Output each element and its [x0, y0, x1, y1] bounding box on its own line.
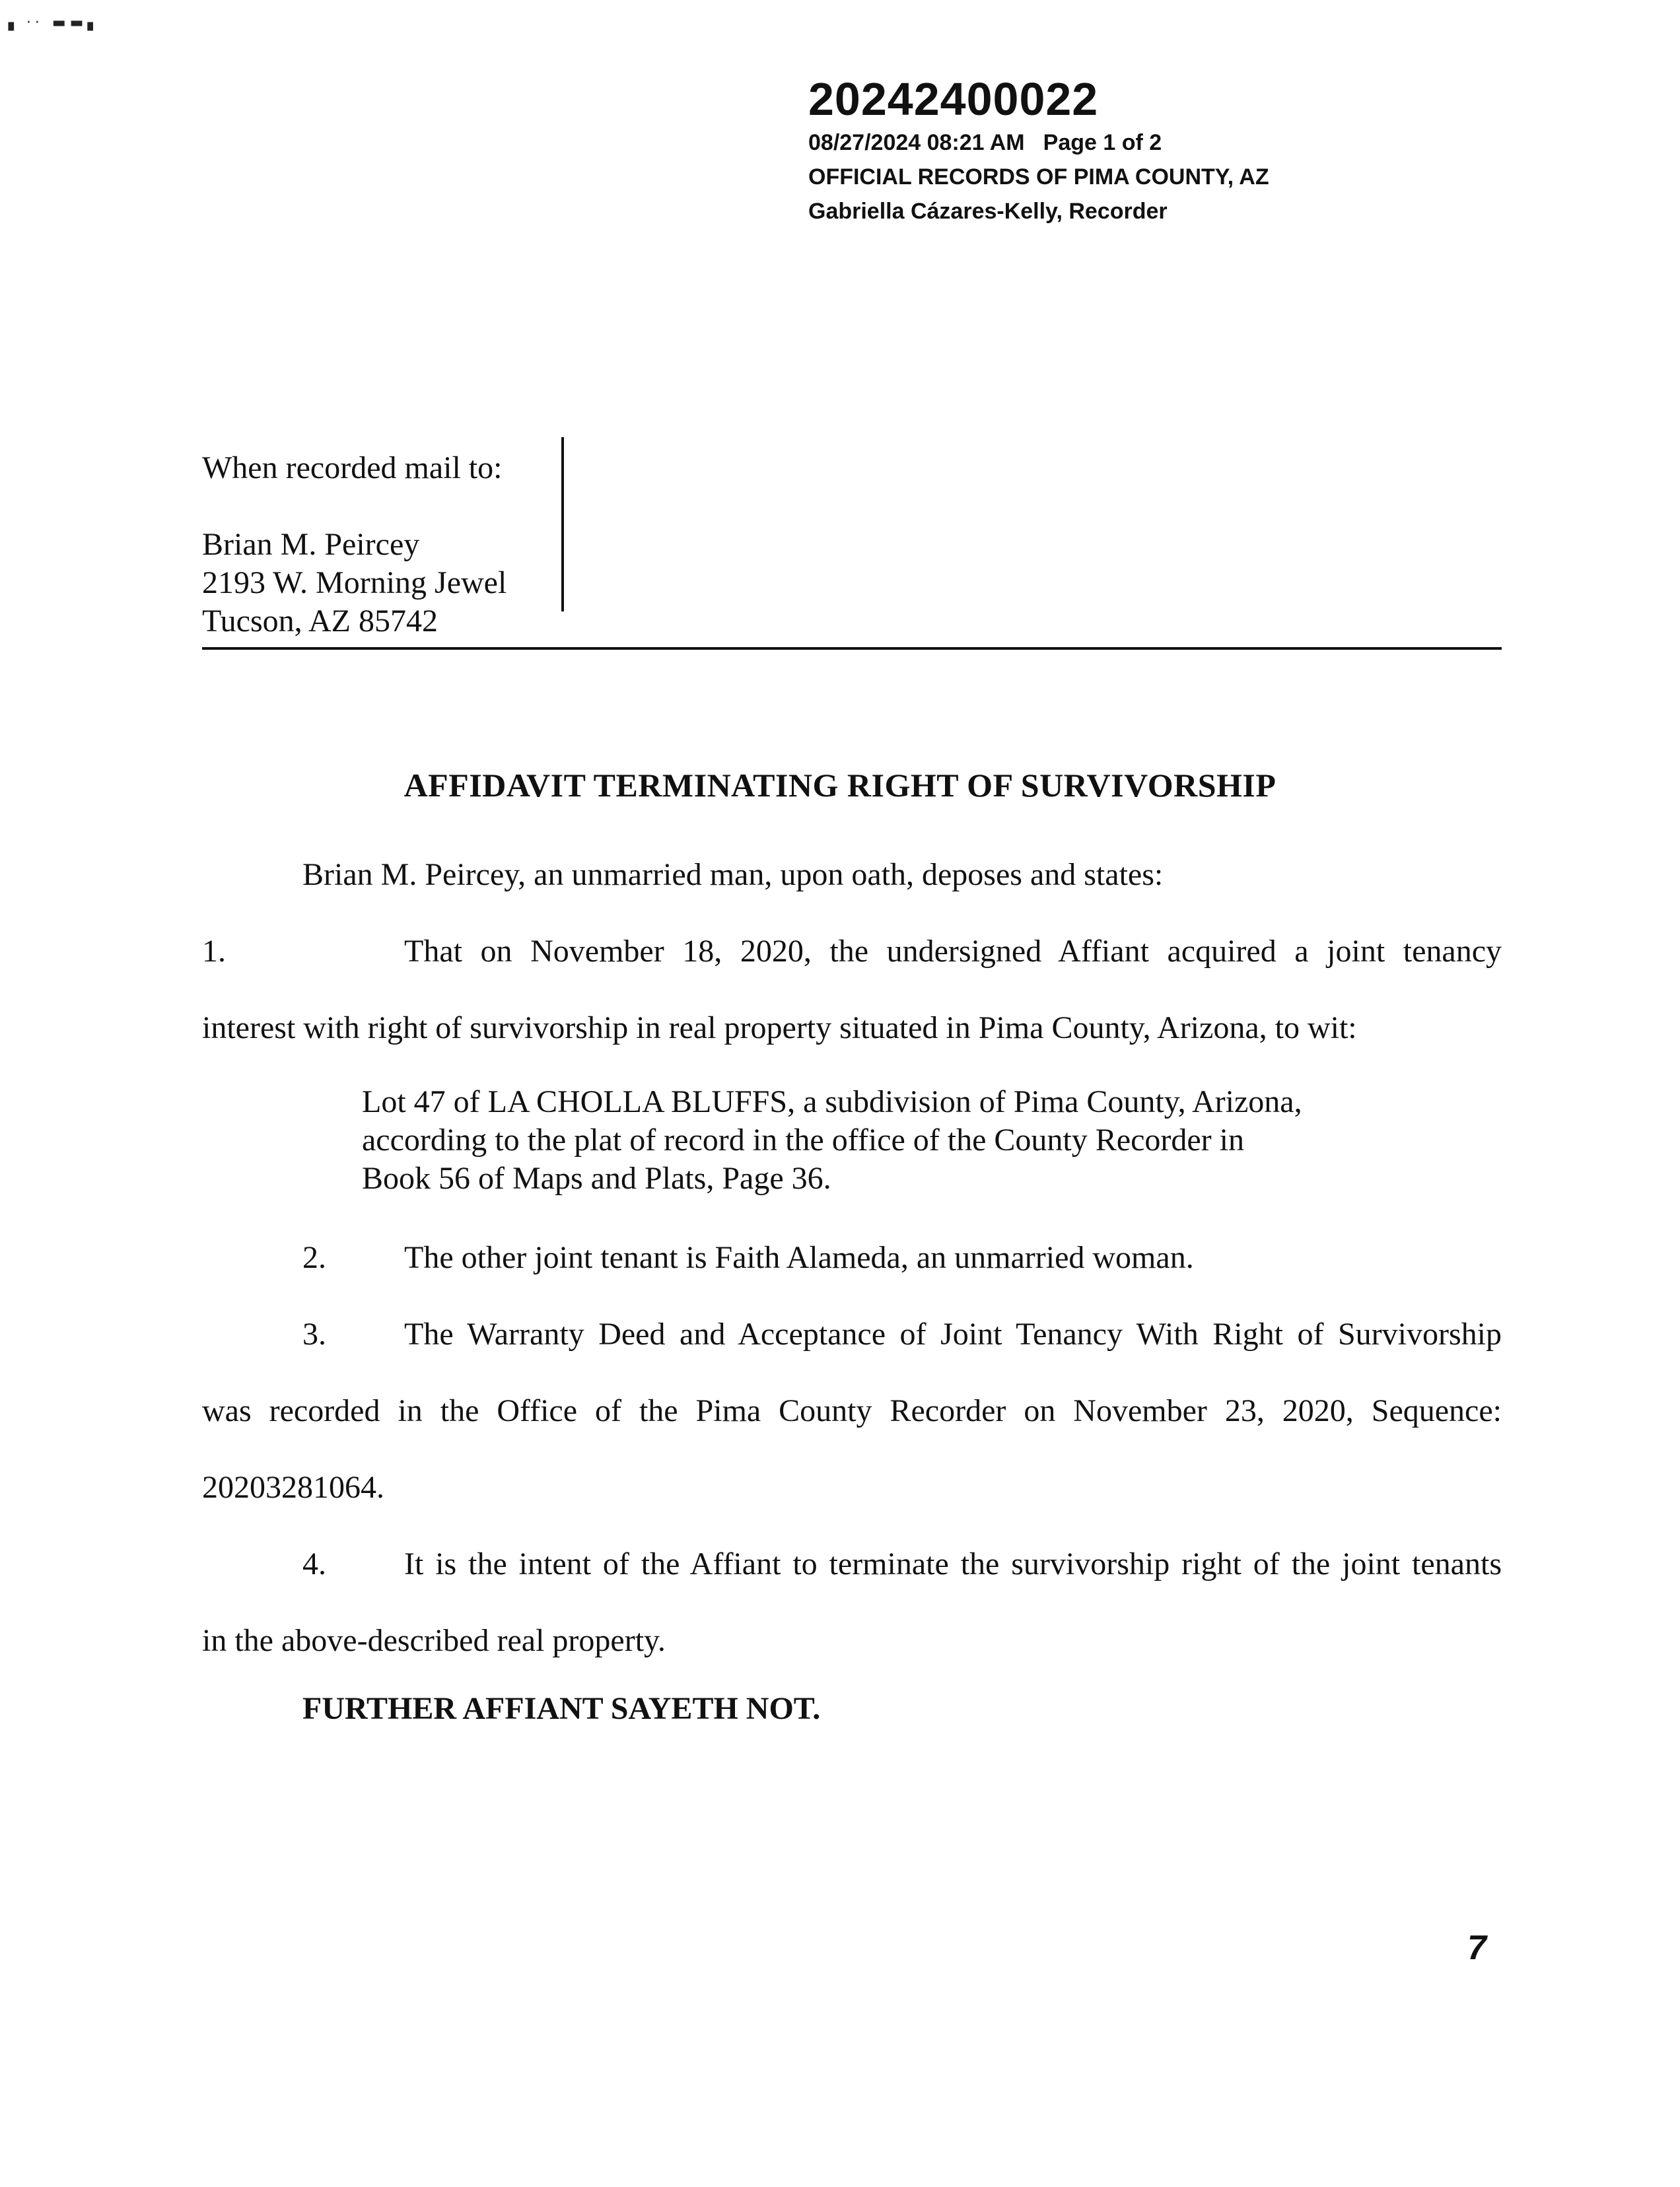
recorder-name: Gabriella Cázares-Kelly, Recorder	[808, 199, 1168, 224]
legal-line-3: Book 56 of Maps and Plats, Page 36.	[362, 1161, 831, 1196]
item-4-text-1: It is the intent of the Affiant to terminate the survivorship right of the joint tenants	[404, 1546, 1502, 1581]
mail-to-street: 2193 W. Morning Jewel	[202, 565, 507, 600]
recording-datetime: 08/27/2024 08:21 AM	[808, 130, 1025, 155]
mail-to-label: When recorded mail to:	[202, 450, 503, 485]
item-1-line-2: interest with right of survivorship in real property situated in Pima County, Arizona, to wit:	[202, 1010, 1357, 1045]
item-2-text: The other joint tenant is Faith Alameda, an unmarried woman.	[404, 1240, 1194, 1275]
recording-datetime-line	[808, 125, 1269, 160]
item-3-line-2: was recorded in the Office of the Pima County Recorder on November 23, 2020, Sequence:	[202, 1393, 1502, 1428]
closing-statement: FURTHER AFFIANT SAYETH NOT.	[302, 1691, 821, 1726]
legal-line-2: according to the plat of record in the office of the County Recorder in	[362, 1123, 1244, 1158]
item-3-text-1: The Warranty Deed and Acceptance of Joint Tenancy With Right of Survivorship	[404, 1317, 1502, 1352]
item-1-number: 1.	[202, 934, 226, 969]
item-4-number: 4.	[302, 1546, 326, 1581]
mail-block-vertical-rule	[561, 437, 564, 611]
item-1-text-1: That on November 18, 2020, the undersigned Affiant acquired a joint tenancy	[404, 934, 1502, 969]
sequence-number: 20242400022	[808, 73, 1099, 125]
item-4-line-2: in the above-described real property.	[202, 1623, 666, 1658]
mail-to-name: Brian M. Peircey	[202, 527, 420, 562]
legal-description	[362, 1083, 1346, 1198]
item-3-line-3: 20203281064.	[202, 1470, 384, 1505]
document-title: AFFIDAVIT TERMINATING RIGHT OF SURVIVORSHIP	[403, 767, 1277, 804]
mail-to-city: Tucson, AZ 85742	[202, 604, 438, 639]
page-count: Page 1 of 2	[1043, 130, 1162, 155]
page-mark: 7	[1467, 1929, 1487, 1967]
legal-line-1: Lot 47 of LA CHOLLA BLUFFS, a subdivision of Pima County, Arizona,	[362, 1084, 1302, 1119]
recording-office: OFFICIAL RECORDS OF PIMA COUNTY, AZ	[808, 164, 1269, 190]
item-2-number: 2.	[302, 1240, 326, 1275]
header-divider	[202, 647, 1502, 650]
recording-stamp	[808, 73, 1269, 228]
mail-to-block	[202, 449, 507, 641]
intro-paragraph: Brian M. Peircey, an unmarried man, upon oath, deposes and states:	[302, 857, 1164, 892]
item-3-number: 3.	[302, 1317, 326, 1352]
scan-artifact: ▗ ·· ▬▬▖	[3, 15, 103, 31]
